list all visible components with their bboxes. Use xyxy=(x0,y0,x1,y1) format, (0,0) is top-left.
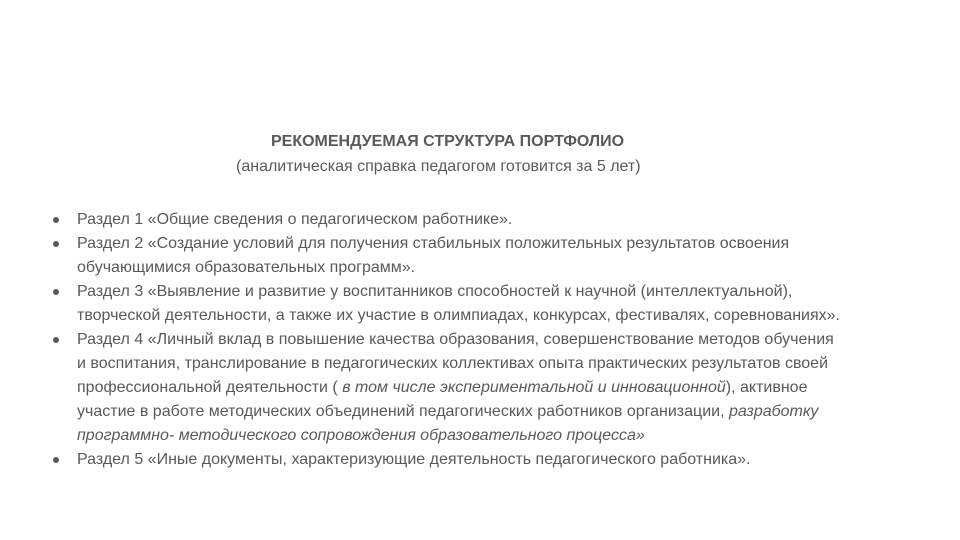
list-item-text-mixed xyxy=(77,400,937,424)
list-item-text-mixed xyxy=(77,376,937,400)
italic-text-run: разработку xyxy=(728,403,819,420)
section-list xyxy=(77,208,937,472)
list-item-section-4 xyxy=(77,328,937,448)
list-item-section-3 xyxy=(77,280,937,328)
text-run: ), активное xyxy=(725,379,808,396)
text-run: участие в работе методических объединений педагогических работников организации, xyxy=(77,403,729,420)
italic-text-run: в том числе экспериментальной и инновационной xyxy=(342,379,726,396)
text-run: профессиональной деятельности ( xyxy=(77,379,343,396)
list-item-text: Раздел 3 «Выявление и развитие у воспитанников способностей к научной (интеллектуальной), xyxy=(77,283,793,300)
list-item-text: обучающимися образовательных программ». xyxy=(77,259,416,276)
list-item-text: Раздел 5 «Иные документы, характеризующие деятельность педагогического работника». xyxy=(77,451,751,468)
page-subtitle: (аналитическая справка педагогом готовится за 5 лет) xyxy=(236,158,641,175)
list-item-text: Раздел 2 «Создание условий для получения стабильных положительных результатов освоения xyxy=(77,235,790,252)
italic-text-run: программно- методического сопровождения образовательного процесса» xyxy=(77,427,645,444)
page-title: РЕКОМЕНДУЕМАЯ СТРУКТУРА ПОРТФОЛИО xyxy=(271,133,625,150)
list-item-text-mixed xyxy=(77,424,937,448)
list-item-text: и воспитания, транслирование в педагогических коллективах опыта практических результатов своей xyxy=(77,355,829,372)
list-item-text: Раздел 4 «Личный вклад в повышение качества образования, совершенствование методов обучения xyxy=(77,331,834,348)
list-item-section-2 xyxy=(77,232,937,280)
list-item-section-1 xyxy=(77,208,937,232)
list-item-text: творческой деятельности, а также их участие в олимпиадах, конкурсах, фестивалях, соревнованиях». xyxy=(77,307,840,324)
list-item-section-5 xyxy=(77,448,937,472)
list-item-text: Раздел 1 «Общие сведения о педагогическом работнике». xyxy=(77,211,513,228)
